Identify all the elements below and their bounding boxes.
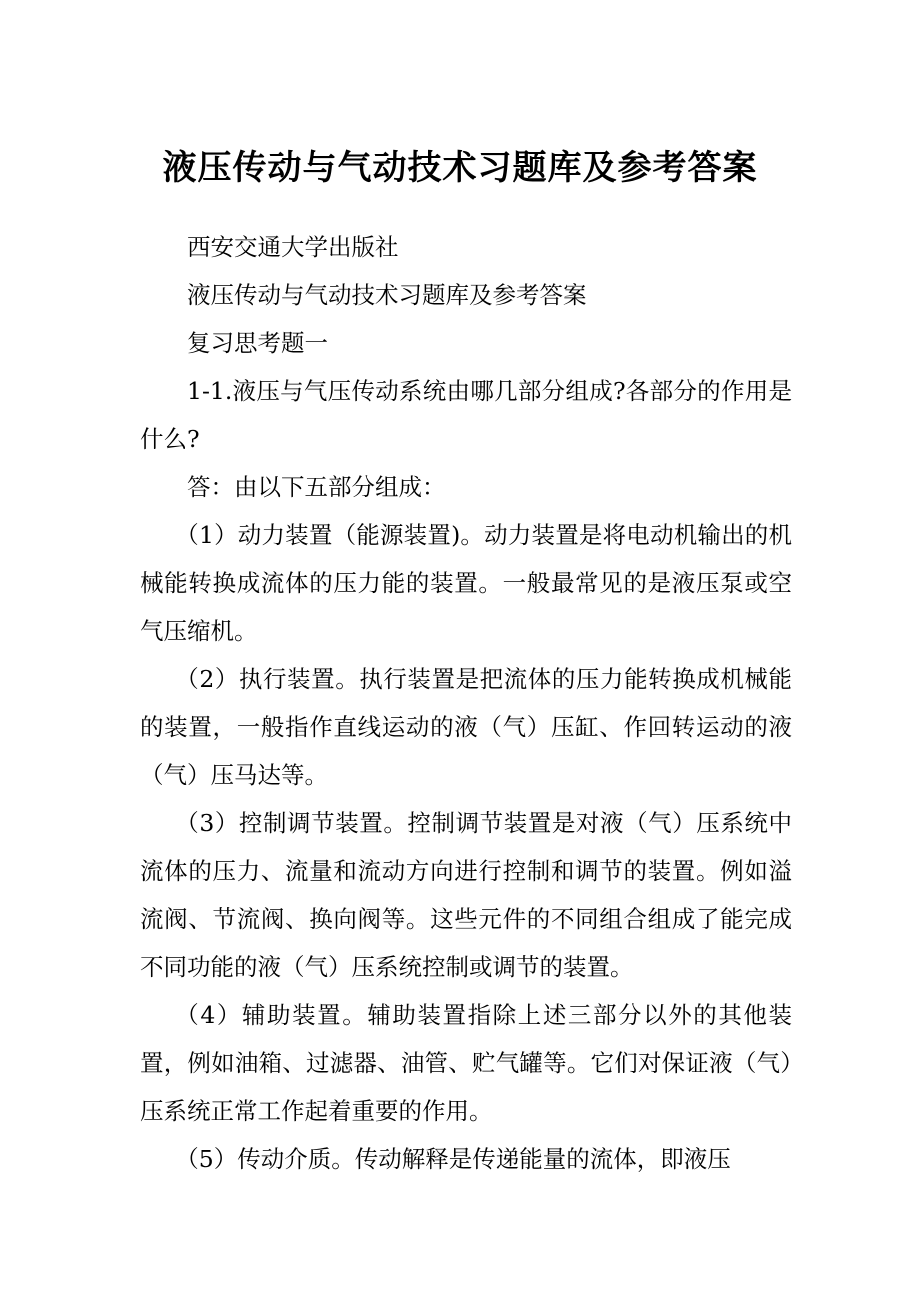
answer-item-1: （1）动力装置（能源装置)。动力装置是将电动机输出的机械能转换成流体的压力能的装置。一般最常见的是液压泵或空气压缩机。 [140,521,792,645]
question-1-1: 1-1.液压与气压传动系统由哪几部分组成?各部分的作用是什么? [140,377,792,453]
answer-item-3: （3）控制调节装置。控制调节装置是对液（气）压系统中流体的压力、流量和流动方向进行控制和调节的装置。例如溢流阀、节流阀、换向阀等。这些元件的不同组合组成了能完成不同功能的液（气）压系统控制或调节的装置。 [140,809,792,981]
answer-item-4: （4）辅助装置。辅助装置指除上述三部分以外的其他装置，例如油箱、过滤器、油管、贮气罐等。它们对保证液（气）压系统正常工作起着重要的作用。 [140,1001,792,1125]
publisher-line: 西安交通大学出版社 [187,233,399,261]
answer-item-2: （2）执行装置。执行装置是把流体的压力能转换成机械能的装置，一般指作直线运动的液（气）压缸、作回转运动的液（气）压马达等。 [140,665,792,789]
subtitle-line: 液压传动与气动技术习题库及参考答案 [187,281,587,309]
answer-item-5: （5）传动介质。传动解释是传递能量的流体，即液压 [175,1145,731,1173]
answer-intro: 答：由以下五部分组成： [187,473,446,501]
document-title: 液压传动与气动技术习题库及参考答案 [162,148,758,188]
document-body [140,223,792,1183]
section-heading: 复习思考题一 [187,329,328,357]
